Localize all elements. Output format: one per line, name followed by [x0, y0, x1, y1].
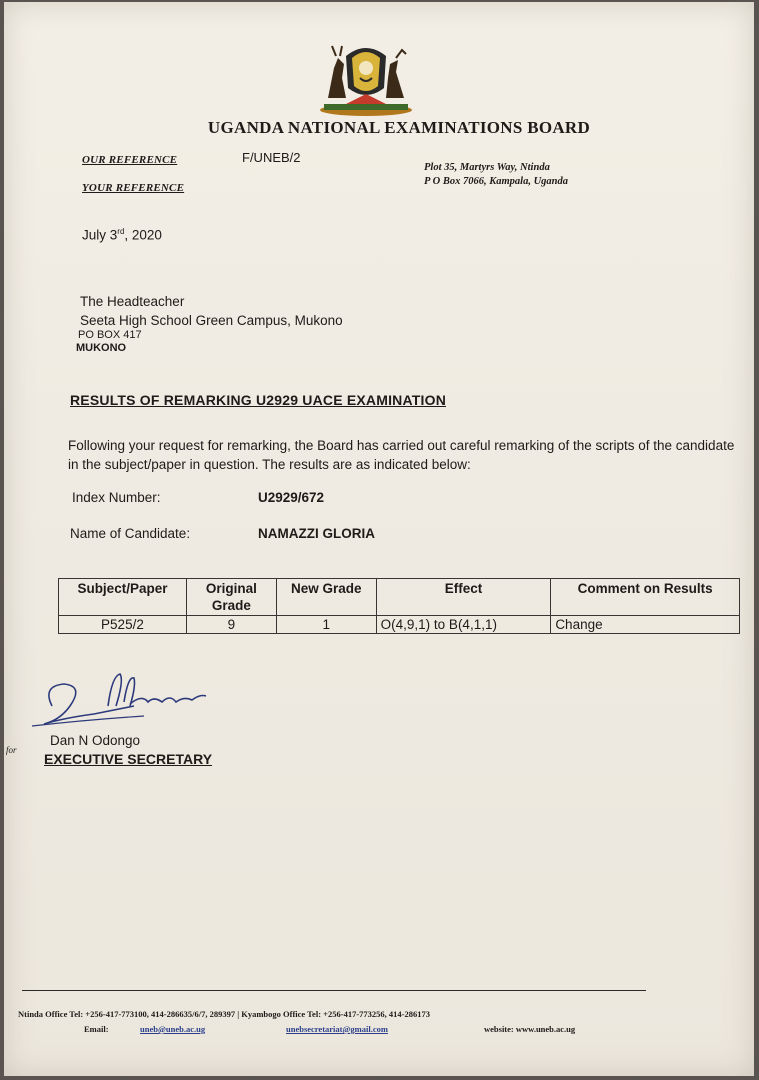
- recipient-town: MUKONO: [76, 342, 127, 354]
- letter-subject-heading: RESULTS OF REMARKING U2929 UACE EXAMINATION: [70, 392, 447, 408]
- column-header: Effect: [376, 579, 551, 616]
- original-grade-cell: 9: [186, 616, 276, 634]
- subject-paper-cell: P525/2: [59, 616, 187, 634]
- candidate-name-value: NAMAZZI GLORIA: [258, 526, 375, 541]
- column-header: Comment on Results: [551, 579, 740, 616]
- comment-cell: Change: [551, 616, 740, 634]
- footer-phone-line: Ntinda Office Tel: +256-417-773100, 414-286635/6/7, 289397 | Kyambogo Office Tel: +256-417-773256, 414-286173: [18, 1009, 430, 1019]
- index-number-label: Index Number:: [72, 490, 161, 505]
- footer-email-link[interactable]: uneb@uneb.ac.ug: [140, 1024, 206, 1034]
- column-header: Subject/Paper: [59, 579, 187, 616]
- recipient-title: The Headteacher: [80, 294, 185, 309]
- handwritten-signature: [24, 666, 224, 742]
- footer-divider: [22, 990, 646, 991]
- footer-email-label: Email:: [84, 1024, 109, 1034]
- recipient-po-box: PO BOX 417: [78, 329, 142, 341]
- footer-website[interactable]: website: www.uneb.ac.ug: [484, 1024, 576, 1034]
- column-header: Original Grade: [186, 579, 276, 616]
- effect-cell: O(4,9,1) to B(4,1,1): [376, 616, 551, 634]
- letter-body-paragraph: Following your request for remarking, the Board has carried out careful remarking of the scripts of the candidate in the subject/paper in question. The results are as indicated below:: [68, 438, 735, 472]
- results-table: [58, 578, 740, 634]
- column-header: New Grade: [276, 579, 376, 616]
- results-header-row: [59, 579, 740, 616]
- board-address-line1: Plot 35, Martyrs Way, Ntinda: [424, 162, 550, 173]
- board-name-heading: UGANDA NATIONAL EXAMINATIONS BOARD: [207, 118, 591, 137]
- for-mark: for: [6, 745, 17, 755]
- signatory-title: EXECUTIVE SECRETARY: [44, 751, 213, 767]
- candidate-name-label: Name of Candidate:: [70, 526, 191, 541]
- our-reference-value: F/UNEB/2: [242, 150, 301, 165]
- letter-page: [4, 2, 754, 1076]
- index-number-value: U2929/672: [258, 490, 325, 505]
- footer-email-link-secondary[interactable]: unebsecretariat@gmail.com: [286, 1024, 388, 1034]
- table-row: [59, 616, 740, 634]
- signatory-name: Dan N Odongo: [50, 733, 141, 748]
- new-grade-cell: 1: [276, 616, 376, 634]
- board-address-line2: P O Box 7066, Kampala, Uganda: [424, 176, 568, 187]
- your-reference-label: YOUR REFERENCE: [82, 182, 185, 194]
- our-reference-label: OUR REFERENCE: [82, 154, 178, 166]
- letter-date: July 3rd, 2020: [82, 227, 162, 243]
- uganda-coat-of-arms-icon: [316, 38, 416, 118]
- recipient-school: Seeta High School Green Campus, Mukono: [80, 313, 343, 328]
